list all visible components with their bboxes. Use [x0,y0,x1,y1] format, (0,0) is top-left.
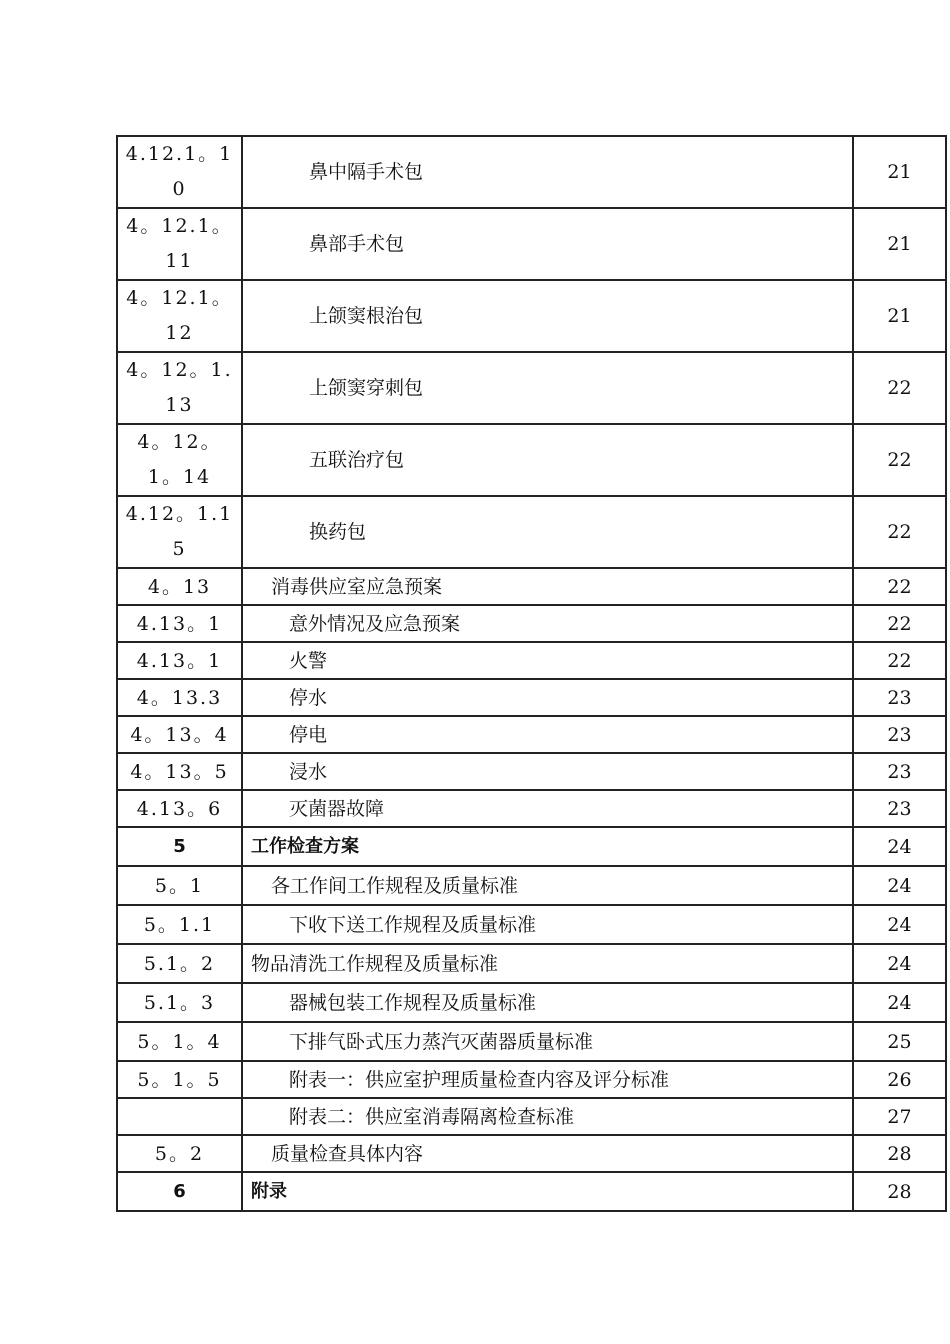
section-number: 5。1。4 [117,1022,242,1061]
page-number: 22 [853,424,946,496]
table-row [117,716,946,753]
section-number: 4。13。4 [117,716,242,753]
page-number: 27 [853,1098,946,1135]
page-number: 23 [853,753,946,790]
page-number: 24 [853,944,946,983]
table-row [117,208,946,280]
table-row [117,827,946,866]
section-number: 4.12.1。10 [117,136,242,208]
section-title: 附表一：供应室护理质量检查内容及评分标准 [242,1061,853,1098]
section-number [117,1098,242,1135]
page-number: 28 [853,1172,946,1211]
page-number: 23 [853,790,946,827]
section-number: 5。1.1 [117,905,242,944]
table-row [117,790,946,827]
section-title: 停水 [242,679,853,716]
section-number: 5.1。3 [117,983,242,1022]
section-number: 4。12.1。11 [117,208,242,280]
section-title: 停电 [242,716,853,753]
table-row [117,1172,946,1211]
table-row [117,1061,946,1098]
table-row [117,280,946,352]
section-number: 6 [117,1172,242,1211]
section-number: 4.12。1.15 [117,496,242,568]
table-row [117,1022,946,1061]
page-number: 28 [853,1135,946,1172]
section-title: 上颌窦穿刺包 [242,352,853,424]
section-number: 5。1。5 [117,1061,242,1098]
section-title: 意外情况及应急预案 [242,605,853,642]
section-number: 4.13。1 [117,605,242,642]
table-row [117,905,946,944]
section-number: 4。12。1.13 [117,352,242,424]
page-number: 23 [853,716,946,753]
table-row [117,605,946,642]
section-number: 4。12。1。14 [117,424,242,496]
section-number: 5.1。2 [117,944,242,983]
page-number: 24 [853,905,946,944]
table-row [117,352,946,424]
section-title: 鼻部手术包 [242,208,853,280]
toc-table [116,135,947,1212]
page-number: 25 [853,1022,946,1061]
section-title: 五联治疗包 [242,424,853,496]
section-title: 附表二：供应室消毒隔离检查标准 [242,1098,853,1135]
section-title: 鼻中隔手术包 [242,136,853,208]
table-row [117,679,946,716]
page-number: 21 [853,208,946,280]
section-title: 换药包 [242,496,853,568]
section-number: 5 [117,827,242,866]
section-number: 4。13.3 [117,679,242,716]
section-number: 5。2 [117,1135,242,1172]
section-title: 各工作间工作规程及质量标准 [242,866,853,905]
table-row [117,136,946,208]
table-row [117,642,946,679]
section-title: 上颌窦根治包 [242,280,853,352]
section-number: 5。1 [117,866,242,905]
section-title: 灭菌器故障 [242,790,853,827]
section-title: 下收下送工作规程及质量标准 [242,905,853,944]
table-row [117,753,946,790]
section-title: 物品清洗工作规程及质量标准 [242,944,853,983]
table-row [117,568,946,605]
section-number: 4。13。5 [117,753,242,790]
page-number: 26 [853,1061,946,1098]
page-number: 22 [853,496,946,568]
table-row [117,983,946,1022]
section-number: 4。13 [117,568,242,605]
page-number: 24 [853,827,946,866]
table-row [117,1098,946,1135]
page-number: 21 [853,136,946,208]
section-title: 火警 [242,642,853,679]
page-number: 21 [853,280,946,352]
page-number: 22 [853,568,946,605]
page-number: 22 [853,605,946,642]
section-number: 4。12.1。12 [117,280,242,352]
section-number: 4.13。1 [117,642,242,679]
page-number: 22 [853,642,946,679]
table-row [117,944,946,983]
page-number: 24 [853,983,946,1022]
table-row [117,866,946,905]
section-number: 4.13。6 [117,790,242,827]
table-row [117,496,946,568]
table-row [117,424,946,496]
section-title: 下排气卧式压力蒸汽灭菌器质量标准 [242,1022,853,1061]
section-title: 消毒供应室应急预案 [242,568,853,605]
page-number: 23 [853,679,946,716]
section-title: 工作检查方案 [242,827,853,866]
page-number: 22 [853,352,946,424]
page-number: 24 [853,866,946,905]
section-title: 质量检查具体内容 [242,1135,853,1172]
section-title: 附录 [242,1172,853,1211]
section-title: 浸水 [242,753,853,790]
table-row [117,1135,946,1172]
section-title: 器械包装工作规程及质量标准 [242,983,853,1022]
